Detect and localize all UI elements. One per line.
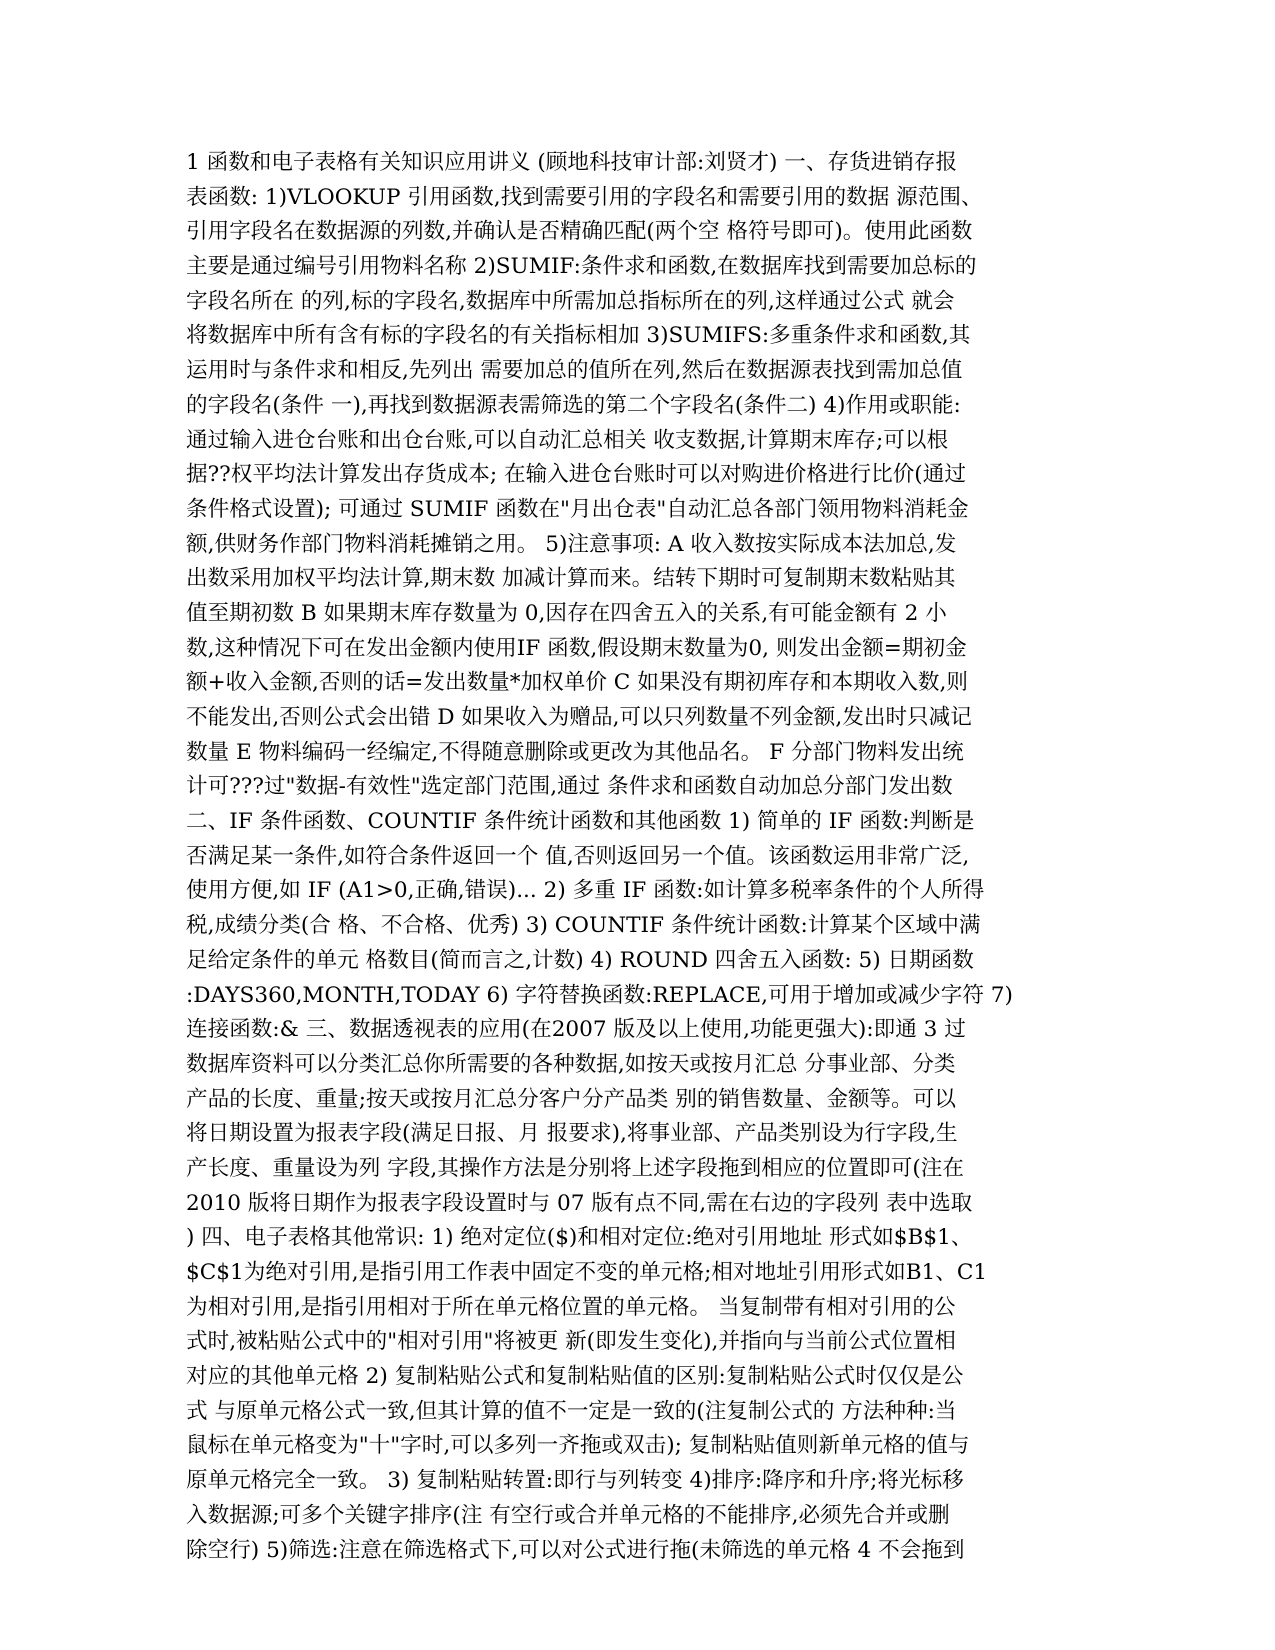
text-line: 额,供财务作部门物料消耗摊销之用。 5)注意事项: A 收入数按实际成本法加总,发 — [186, 531, 957, 557]
text-line: 连接函数:& 三、数据透视表的应用(在2007 版及以上使用,功能更强大):即通 3 过 — [186, 1017, 966, 1043]
text-line: 字段名所在 的列,标的字段名,数据库中所需加总指标所在的列,这样通过公式 就会 — [186, 288, 955, 314]
text-line: 将日期设置为报表字段(满足日报、月 报要求),将事业部、产品类别设为行字段,生 — [186, 1121, 958, 1147]
text-line: 据??权平均法计算发出存货成本; 在输入进仓台账时可以对购进价格进行比价(通过 — [186, 462, 966, 488]
text-line: 主要是通过编号引用物料名称 2)SUMIF:条件求和函数,在数据库找到需要加总标的 — [186, 254, 977, 280]
text-line: $C$1为绝对引用,是指引用工作表中固定不变的单元格;相对地址引用形式如B1、C1 — [186, 1260, 988, 1285]
text-line: 产长度、重量设为列 字段,其操作方法是分别将上述字段拖到相应的位置即可(注在 — [186, 1155, 964, 1181]
text-line: 产品的长度、重量;按天或按月汇总分客户分产品类 别的销售数量、金额等。可以 — [186, 1086, 956, 1112]
text-line: 数量 E 物料编码一经编定,不得随意删除或更改为其他品名。 F 分部门物料发出统 — [186, 739, 964, 765]
text-line: 税,成绩分类(合 格、不合格、优秀) 3) COUNTIF 条件统计函数:计算某个区域中满 — [186, 913, 981, 939]
text-line: 为相对引用,是指引用相对于所在单元格位置的单元格。 当复制带有相对引用的公 — [186, 1294, 956, 1320]
text-line: 足给定条件的单元 格数目(简而言之,计数) 4) ROUND 四舍五入函数: 5) 日期函数 — [186, 947, 974, 973]
text-line: ) 四、电子表格其他常识: 1) 绝对定位($)和相对定位:绝对引用地址 形式如$B$1、 — [186, 1225, 973, 1251]
text-line: 入数据源;可多个关键字排序(注 有空行或合并单元格的不能排序,必须先合并或删 — [186, 1502, 950, 1528]
text-line: 值至期初数 B 如果期末库存数量为 0,因存在四舍五入的关系,有可能金额有 2 小 — [186, 600, 947, 626]
document-page — [186, 146, 1084, 1568]
text-line: 引用字段名在数据源的列数,并确认是否精确匹配(两个空 格符号即可)。使用此函数 — [186, 219, 973, 245]
text-line: 通过输入进仓台账和出仓台账,可以自动汇总相关 收支数据,计算期末库存;可以根 — [186, 427, 949, 453]
text-line: 2010 版将日期作为报表字段设置时与 07 版有点不同,需在右边的字段列 表中选取 — [186, 1190, 973, 1216]
text-line: 使用方便,如 IF (A1>0,正确,错误)... 2) 多重 IF 函数:如计算多税率条件的个人所得 — [186, 878, 985, 904]
text-line: 式时,被粘贴公式中的"相对引用"将被更 新(即发生变化),并指向与当前公式位置相 — [186, 1329, 956, 1355]
text-line: 否满足某一条件,如符合条件返回一个 值,否则返回另一个值。该函数运用非常广泛, — [186, 843, 970, 869]
text-line: 不能发出,否则公式会出错 D 如果收入为赠品,可以只列数量不列金额,发出时只减记 — [186, 705, 972, 730]
text-line: 鼠标在单元格变为"十"字时,可以多列一齐拖或双击); 复制粘贴值则新单元格的值与 — [186, 1433, 970, 1459]
text-line: 除空行) 5)筛选:注意在筛选格式下,可以对公式进行拖(未筛选的单元格 4 不会拖到 — [186, 1537, 965, 1563]
text-line: 对应的其他单元格 2) 复制粘贴公式和复制粘贴值的区别:复制粘贴公式时仅仅是公 — [186, 1364, 964, 1390]
text-line: 运用时与条件求和相反,先列出 需要加总的值所在列,然后在数据源表找到需加总值 — [186, 358, 963, 384]
text-line: 表函数: 1)VLOOKUP 引用函数,找到需要引用的字段名和需要引用的数据 源范围、 — [186, 184, 983, 210]
text-line: 计可???过"数据-有效性"选定部门范围,通过 条件求和函数自动加总分部门发出数 — [186, 774, 953, 800]
text-line: 数,这种情况下可在发出金额内使用IF 函数,假设期末数量为0, 则发出金额=期初金 — [186, 635, 967, 661]
text-line: 式 与原单元格公式一致,但其计算的值不一定是一致的(注复制公式的 方法种种:当 — [186, 1398, 957, 1424]
text-line: 出数采用加权平均法计算,期末数 加减计算而来。结转下期时可复制期末数粘贴其 — [186, 566, 956, 592]
text-line: :DAYS360,MONTH,TODAY 6) 字符替换函数:REPLACE,可用于增加或减少字符 7) — [186, 982, 1013, 1008]
text-line: 的字段名(条件 一),再找到数据源表需筛选的第二个字段名(条件二) 4)作用或职能: — [186, 392, 961, 418]
text-line: 条件格式设置); 可通过 SUMIF 函数在"月出仓表"自动汇总各部门领用物料消耗金 — [186, 496, 969, 522]
text-line: 二、IF 条件函数、COUNTIF 条件统计函数和其他函数 1) 简单的 IF 函数:判断是 — [186, 809, 975, 835]
text-line: 额+收入金额,否则的话=发出数量*加权单价 C 如果没有期初库存和本期收入数,则 — [186, 670, 968, 696]
text-line: 原单元格完全一致。 3) 复制粘贴转置:即行与列转变 4)排序:降序和升序;将光标移 — [186, 1468, 964, 1494]
text-line: 数据库资料可以分类汇总你所需要的各种数据,如按天或按月汇总 分事业部、分类 — [186, 1051, 956, 1077]
text-line: 将数据库中所有含有标的字段名的有关指标相加 3)SUMIFS:多重条件求和函数,其 — [186, 323, 971, 349]
text-line: 1 函数和电子表格有关知识应用讲义 (顾地科技审计部:刘贤才) 一、存货进销存报 — [186, 150, 958, 175]
